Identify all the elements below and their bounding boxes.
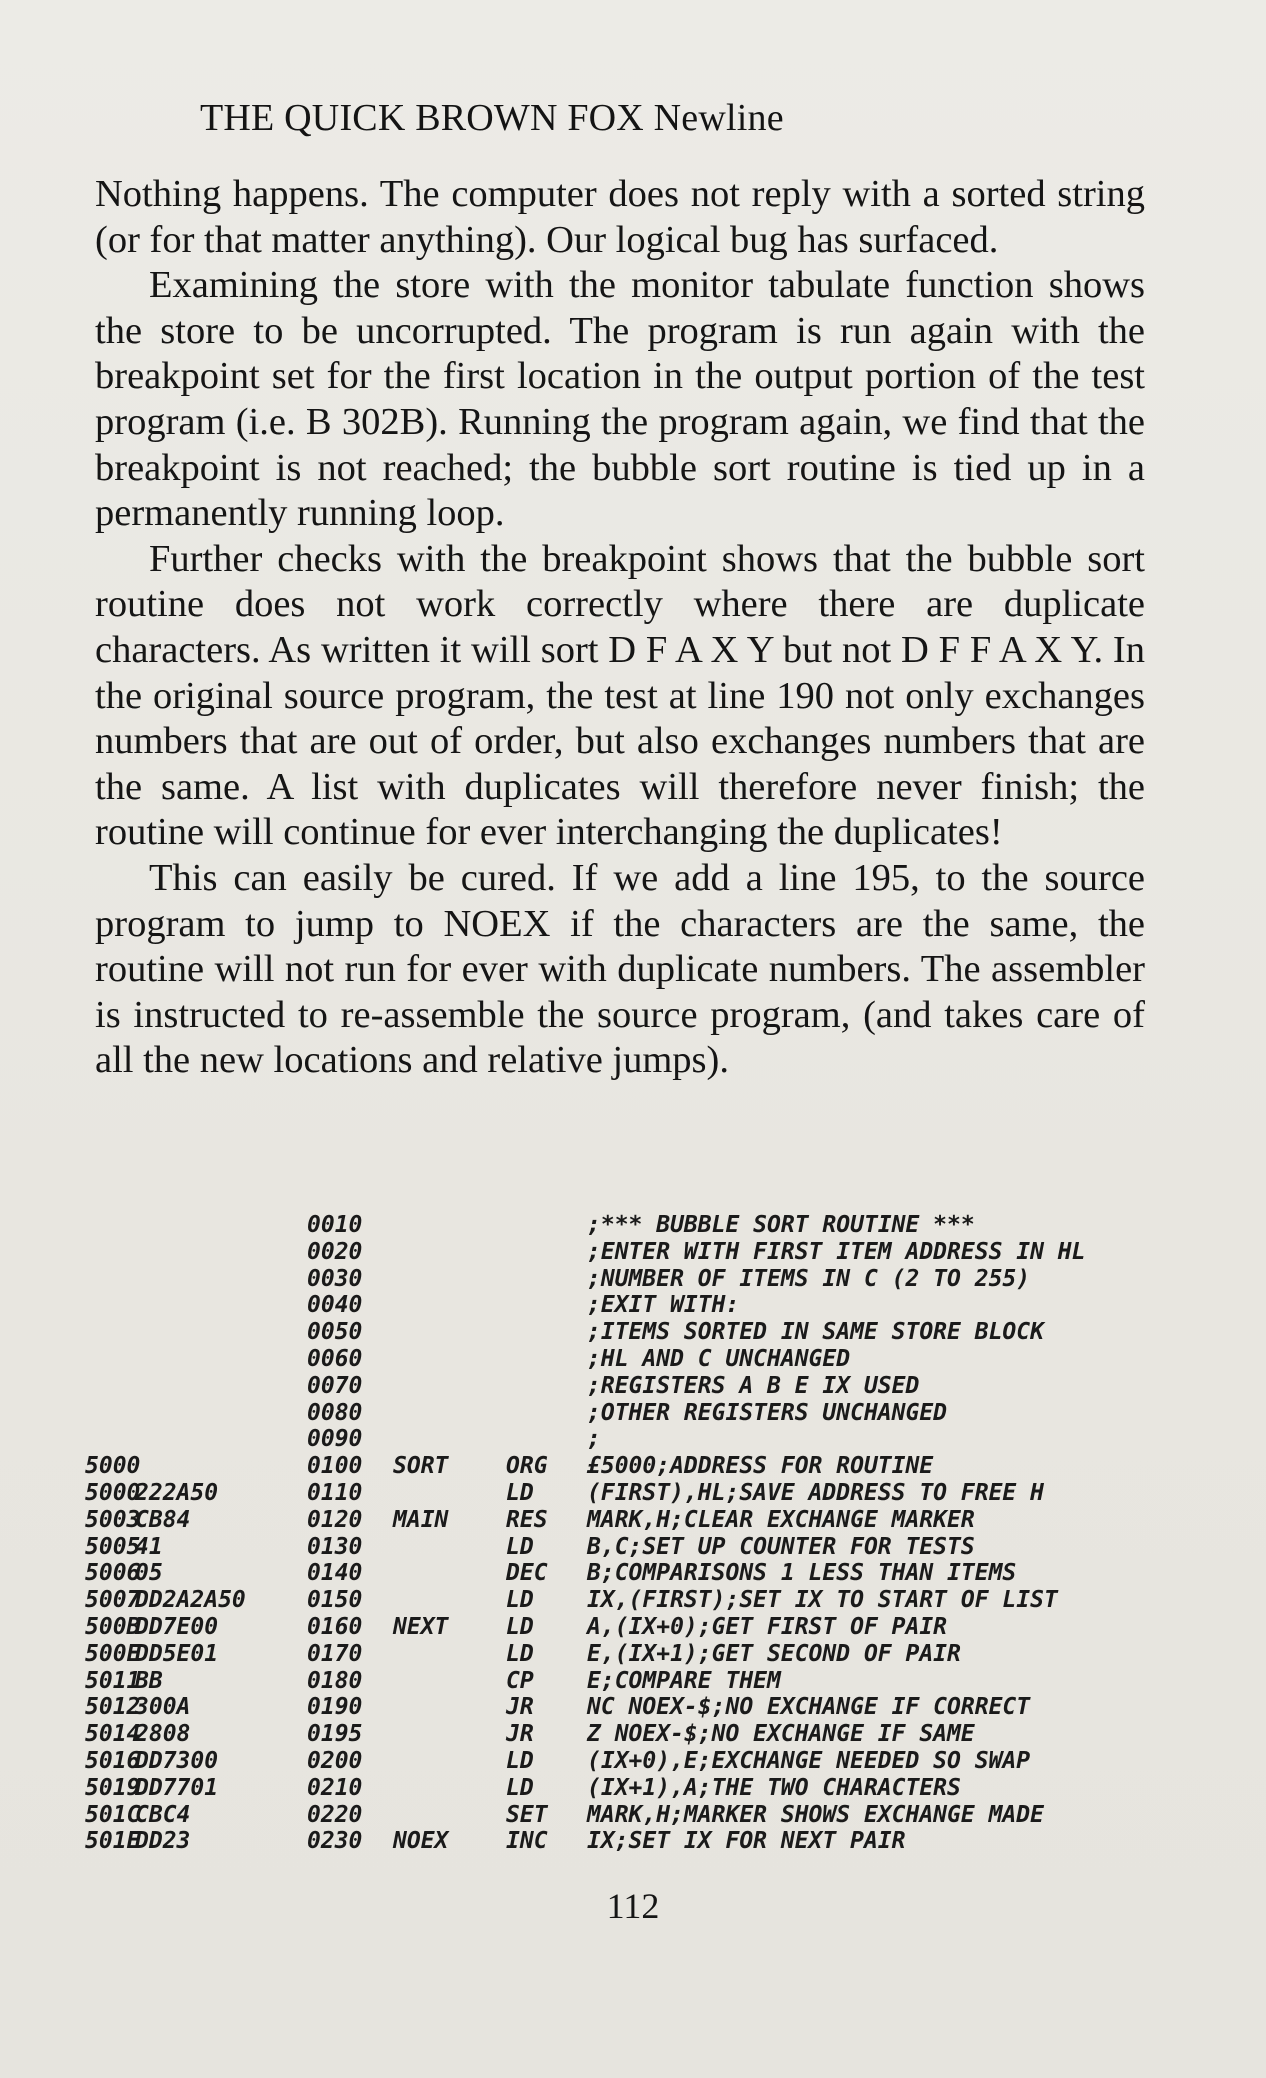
listing-row [85,1614,1205,1641]
listing-addr [85,1400,135,1427]
listing-label [393,1239,506,1266]
listing-label [393,1292,506,1319]
listing-line: 0220 [307,1801,363,1828]
listing-op [506,1346,587,1373]
listing-code [135,1319,307,1346]
listing-code [135,1346,307,1373]
listing-op: RES [506,1506,548,1533]
listing-op: LD [506,1587,534,1614]
listing-code [135,1453,307,1480]
listing-addr [85,1426,135,1453]
listing-label [393,1400,506,1427]
paragraph: Examining the store with the monitor tabulate function shows the store to be uncorrupted. The program is run again with the breakpoint set for the first location in the output portion of the test program (i.e. B 302B). Running the program again, we find that the breakpoint is not reached; the bubble sort routine is tied up in a permanently running loop. [95,264,1145,535]
listing-rest: IX;SET IX FOR NEXT PAIR [587,1828,906,1855]
listing-line: 0020 [307,1238,363,1265]
listing-label [393,1668,506,1695]
listing-line: 0100 [307,1453,363,1480]
listing-op: LD [506,1533,534,1560]
listing-label [393,1373,506,1400]
listing-row [85,1346,1205,1373]
listing-addr: 5003 [85,1506,141,1533]
listing-label [393,1534,506,1561]
listing-rest: ; [587,1426,601,1453]
listing-addr [85,1373,135,1400]
listing-addr: 501E [85,1828,141,1855]
listing-rest: (FIRST),HL;SAVE ADDRESS TO FREE H [587,1479,1044,1506]
listing-op: LD [506,1640,534,1667]
listing-line: 0190 [307,1694,363,1721]
listing-label [393,1319,506,1346]
listing-line: 0080 [307,1399,363,1426]
listing-line: 0170 [307,1640,363,1667]
listing-line: 0120 [307,1506,363,1533]
listing-addr [85,1292,135,1319]
listing-code: DD7300 [135,1747,219,1774]
listing-code: DD7701 [135,1774,219,1801]
listing-row [85,1560,1205,1587]
listing-line: 0070 [307,1372,363,1399]
listing-label [393,1641,506,1668]
listing-code: CB84 [135,1506,191,1533]
listing-row [85,1775,1205,1802]
page-number: 112 [606,1886,660,1926]
listing-row [85,1828,1205,1855]
listing-code [135,1212,307,1239]
listing-code: BB [135,1667,163,1694]
listing-line: 0010 [307,1212,363,1238]
listing-line: 0030 [307,1265,363,1292]
listing-rest: Z NOEX-$;NO EXCHANGE IF SAME [587,1721,975,1748]
listing-rest: ;REGISTERS A B E IX USED [587,1372,920,1399]
listing-code: 05 [135,1560,163,1587]
listing-rest: NC NOEX-$;NO EXCHANGE IF CORRECT [587,1694,1031,1721]
listing-rest: ;OTHER REGISTERS UNCHANGED [587,1399,948,1426]
listing-rest: ;*** BUBBLE SORT ROUTINE *** [587,1212,975,1238]
listing-line: 0200 [307,1747,363,1774]
listing-row [85,1587,1205,1614]
listing-row [85,1802,1205,1829]
listing-rest: ;ENTER WITH FIRST ITEM ADDRESS IN HL [587,1238,1086,1265]
listing-label [393,1748,506,1775]
listing-addr: 5000 [85,1453,141,1480]
listing-rest: ;ITEMS SORTED IN SAME STORE BLOCK [587,1319,1044,1346]
listing-row [85,1373,1205,1400]
listing-row [85,1721,1205,1748]
listing-op: ORG [506,1453,548,1480]
listing-op: CP [506,1667,534,1694]
listing-line: 0150 [307,1587,363,1614]
listing-label: NEXT [393,1613,449,1640]
listing-op: LD [506,1774,534,1801]
listing-addr: 500B [85,1613,141,1640]
listing-rest: B,C;SET UP COUNTER FOR TESTS [587,1533,975,1560]
running-head: THE QUICK BROWN FOX Newline [200,97,784,139]
listing-rest: A,(IX+0);GET FIRST OF PAIR [587,1613,948,1640]
listing-line: 0180 [307,1667,363,1694]
listing-op [506,1239,587,1266]
listing-addr: 5019 [85,1774,141,1801]
listing-label [393,1802,506,1829]
listing-code: DD5E01 [135,1640,219,1667]
listing-code [135,1373,307,1400]
listing-addr: 500E [85,1640,141,1667]
listing-addr [85,1319,135,1346]
listing-label [393,1480,506,1507]
listing-op [506,1426,587,1453]
listing-addr: 5007 [85,1587,141,1614]
listing-code [135,1292,307,1319]
listing-code: 300A [135,1694,191,1721]
listing-label [393,1212,506,1239]
listing-addr [85,1346,135,1373]
listing-rest: IX,(FIRST);SET IX TO START OF LIST [587,1587,1058,1614]
listing-row [85,1668,1205,1695]
listing-label [393,1426,506,1453]
listing-op: INC [506,1828,548,1855]
body-text [95,172,1145,1084]
listing-row [85,1453,1205,1480]
listing-code: 2808 [135,1721,191,1748]
listing-op: JR [506,1721,534,1748]
listing-row [85,1748,1205,1775]
listing-label [393,1560,506,1587]
listing-line: 0110 [307,1479,363,1506]
listing-rest: E;COMPARE THEM [587,1667,781,1694]
listing-addr [85,1266,135,1293]
listing-rest: £5000;ADDRESS FOR ROUTINE [587,1453,934,1480]
listing-line: 0195 [307,1721,363,1748]
listing-line: 0040 [307,1292,363,1319]
listing-row [85,1426,1205,1453]
listing-code: 41 [135,1533,163,1560]
listing-code: DD2A2A50 [135,1587,246,1614]
listing-line: 0210 [307,1774,363,1801]
listing-op: LD [506,1613,534,1640]
listing-addr: 5011 [85,1667,141,1694]
listing-rest: (IX+0),E;EXCHANGE NEEDED SO SWAP [587,1747,1031,1774]
listing-rest: MARK,H;MARKER SHOWS EXCHANGE MADE [587,1801,1044,1828]
listing-row [85,1480,1205,1507]
listing-op: LD [506,1747,534,1774]
listing-row [85,1319,1205,1346]
listing-rest: ;NUMBER OF ITEMS IN C (2 TO 255) [587,1265,1031,1292]
assembly-listing [85,1212,1205,1855]
listing-op [506,1212,587,1239]
listing-addr [85,1239,135,1266]
listing-op [506,1266,587,1293]
listing-rest: (IX+1),A;THE TWO CHARACTERS [587,1774,961,1801]
listing-code: CBC4 [135,1801,191,1828]
paragraph: This can easily be cured. If we add a line 195, to the source program to jump to NOEX if the characters are the same, the routine will not run for ever with duplicate numbers. The assembler is instructed to re-assemble the source program, (and takes care of all the new locations and relative jumps). [95,856,1145,1082]
listing-rest: ;EXIT WITH: [587,1292,740,1319]
listing-row [85,1641,1205,1668]
listing-row [85,1400,1205,1427]
paragraph: Further checks with the breakpoint shows that the bubble sort routine does not work correctly where there are duplicate characters. As written it will sort D F A X Y but not D F F A X Y. In the original source program, the test at line 190 not only exchanges numbers that are out of order, but also exchanges numbers that are the same. A list with duplicates will therefore never finish; the routine will continue for ever interchanging the duplicates! [95,537,1145,854]
listing-op [506,1292,587,1319]
listing-row [85,1507,1205,1534]
listing-addr: 5000 [85,1479,141,1506]
listing-op: SET [506,1801,548,1828]
listing-code [135,1426,307,1453]
listing-op [506,1400,587,1427]
listing-op: JR [506,1694,534,1721]
listing-code [135,1239,307,1266]
listing-row [85,1292,1205,1319]
listing-op: LD [506,1479,534,1506]
listing-addr: 5005 [85,1533,141,1560]
listing-label: NOEX [393,1828,449,1855]
listing-addr: 5012 [85,1694,141,1721]
listing-line: 0130 [307,1533,363,1560]
listing-addr: 5014 [85,1721,141,1748]
listing-label [393,1694,506,1721]
listing-addr: 5006 [85,1560,141,1587]
listing-label [393,1266,506,1293]
listing-code: 222A50 [135,1479,219,1506]
listing-rest: MARK,H;CLEAR EXCHANGE MARKER [587,1506,975,1533]
listing-label: MAIN [393,1506,449,1533]
listing-row [85,1239,1205,1266]
listing-op [506,1319,587,1346]
listing-rest: B;COMPARISONS 1 LESS THAN ITEMS [587,1560,1017,1587]
listing-label: SORT [393,1453,449,1480]
listing-rest: ;HL AND C UNCHANGED [587,1345,851,1372]
listing-line: 0160 [307,1613,363,1640]
listing-addr [85,1212,135,1239]
listing-code [135,1266,307,1293]
listing-label [393,1721,506,1748]
listing-line: 0050 [307,1319,363,1346]
listing-label [393,1346,506,1373]
listing-label [393,1775,506,1802]
listing-addr: 501C [85,1801,141,1828]
listing-row [85,1212,1205,1239]
listing-line: 0230 [307,1828,363,1855]
listing-code: DD23 [135,1828,191,1855]
listing-code [135,1400,307,1427]
listing-op: DEC [506,1560,548,1587]
listing-rest: E,(IX+1);GET SECOND OF PAIR [587,1640,961,1667]
listing-row [85,1694,1205,1721]
listing-row [85,1534,1205,1561]
listing-label [393,1587,506,1614]
listing-code: DD7E00 [135,1613,219,1640]
listing-addr: 5016 [85,1747,141,1774]
listing-line: 0090 [307,1426,363,1453]
paragraph: Nothing happens. The computer does not reply with a sorted string (or for that matter anything). Our logical bug has surfaced. [95,173,1145,261]
listing-op [506,1373,587,1400]
listing-line: 0060 [307,1345,363,1372]
listing-row [85,1266,1205,1293]
listing-line: 0140 [307,1560,363,1587]
